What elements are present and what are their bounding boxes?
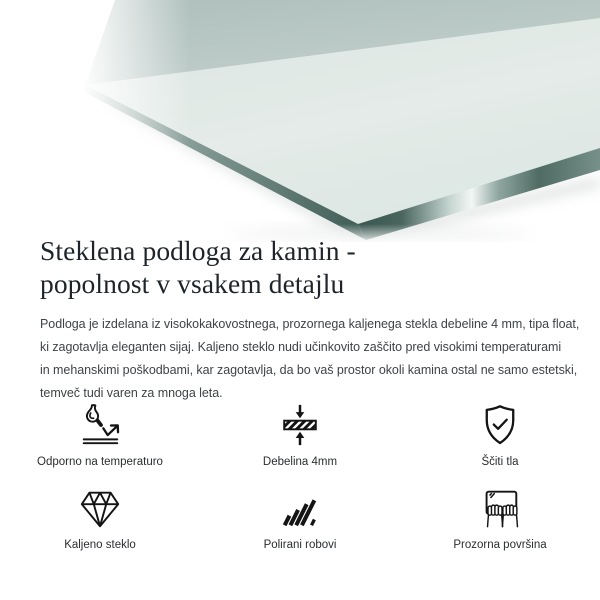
temperature-resistant-icon [77, 402, 123, 448]
page-title-line1: Steklena podloga za kamin - [40, 235, 356, 266]
feature-item [0, 485, 200, 551]
diamond-icon [77, 485, 123, 531]
glass-panel-illustration [0, 0, 600, 242]
intro-line: ki zagotavlja eleganten sijaj. Kaljeno steklo nudi učinkovito zaščito pred visokimi temperaturami [40, 340, 562, 354]
intro-paragraph [40, 313, 579, 405]
glass-panel-photo [0, 0, 600, 242]
feature-label: Prozorna površina [453, 539, 547, 551]
feature-label: Debelina 4mm [262, 456, 338, 468]
feature-item [200, 485, 400, 551]
polished-edges-icon [277, 485, 323, 531]
feature-label: Polirani robovi [263, 539, 337, 551]
feature-grid [0, 402, 600, 551]
feature-item [0, 402, 200, 468]
thickness-4mm-icon [277, 402, 323, 448]
feature-label: Kaljeno steklo [64, 539, 136, 551]
intro-line: in mehanskimi poškodbami, kar zagotavlja, da bo vaš prostor okoli kamina ostal ne samo estetski, [40, 363, 578, 377]
feature-item [400, 485, 600, 551]
page-title-line2: popolnost v vsakem detajlu [40, 268, 345, 299]
intro-line: Podloga je izdelana iz visokokakovostnega, prozornega kaljenega stekla debeline 4 mm, tipa float, [40, 317, 580, 331]
feature-label: Odporno na temperaturo [37, 456, 163, 468]
feature-label: Ščiti tla [481, 456, 519, 468]
intro-line: temveč tudi varen za mnoga leta. [40, 386, 223, 400]
page-title [40, 234, 356, 300]
feature-item [400, 402, 600, 468]
hands-surface-icon [477, 485, 523, 531]
shield-check-icon [477, 402, 523, 448]
feature-item [200, 402, 400, 468]
